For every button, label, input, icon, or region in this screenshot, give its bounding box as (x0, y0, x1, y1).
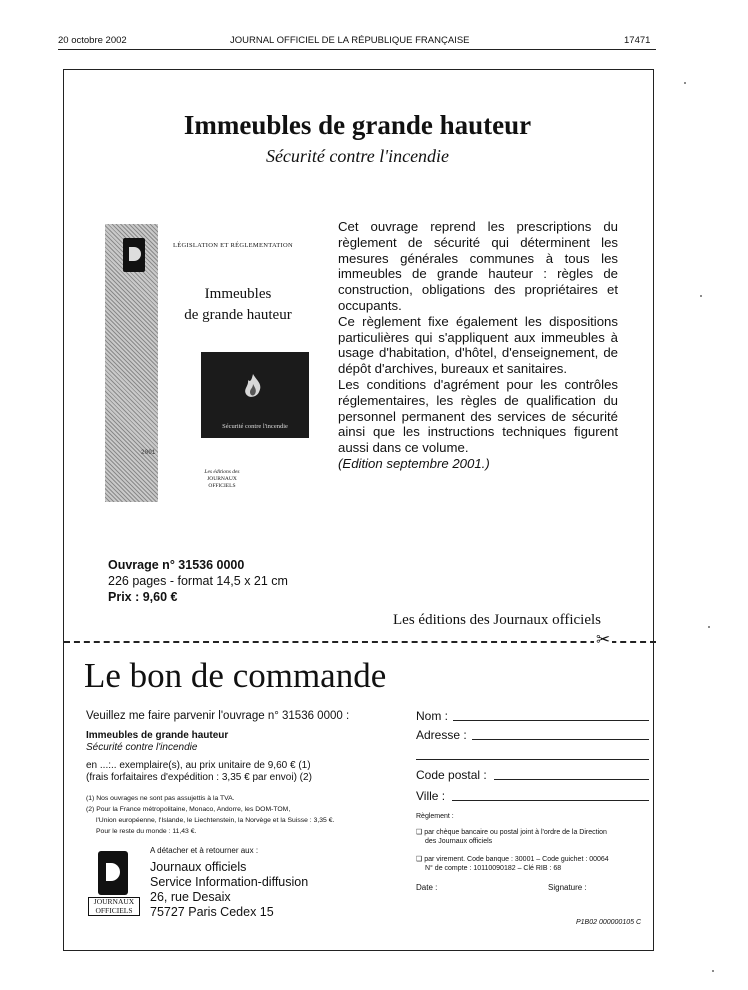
description-paragraph-2: Ce règlement fixe également les dispositions particulières qui s'appliquent aux immeubles à usage d'habitation, d'hôtel, d'enseignement, de dépôt d'archives, bureaux et sanitaires. (338, 313, 618, 377)
header-rule (58, 49, 656, 50)
order-request: Veuillez me faire parvenir l'ouvrage n° 31536 0000 : (86, 710, 350, 722)
order-book-title: Immeubles de grande hauteur (86, 730, 229, 741)
cut-line (64, 641, 656, 643)
ad-subtitle: Sécurité contre l'incendie (265, 146, 450, 166)
header-journal-title: JOURNAL OFFICIEL DE LA RÉPUBLIQUE FRANÇAISE (230, 35, 470, 46)
jo-logo-line2: OFFICIELS (95, 905, 133, 915)
pay-by-transfer-option[interactable] (416, 856, 609, 873)
cover-photo (201, 352, 309, 438)
description-paragraph-3: Les conditions d'agrément pour les contrôles réglementaires, les règles de qualification du personnel permanent des services de sécurité ainsi que les instructions techniques figurent aussi dans ce volume. (338, 376, 618, 456)
pay-cheque-text: par chèque bancaire ou postal joint à l'ordre de la Direction (424, 829, 607, 836)
cover-publisher-line1: Les éditions des (204, 469, 240, 475)
scan-speck (684, 82, 686, 84)
return-address (150, 860, 308, 920)
flame-icon (239, 372, 267, 402)
cover-publisher (201, 469, 243, 490)
ouvrage-pages: 226 pages - format 14,5 x 21 cm (108, 574, 288, 588)
header-page-number: 17471 (624, 35, 651, 46)
pay-transfer-text-2: N° de compte : 10110090182 – Clé RIB : 68 (425, 864, 562, 872)
nom-field[interactable] (453, 719, 649, 721)
code-postal-field[interactable] (494, 778, 649, 780)
cover-publisher-line2: JOURNAUX OFFICIELS (207, 476, 237, 489)
ouvrage-number: Ouvrage n° 31536 0000 (108, 558, 245, 572)
publisher-name: Les éditions des Journaux officiels (393, 612, 602, 628)
jo-logo-line1: JOURNAUX (93, 897, 135, 906)
date-label: Date : (416, 883, 438, 892)
address-line-3: 26, rue Desaix (150, 890, 231, 904)
spine-logo-icon (123, 238, 145, 272)
adresse-label: Adresse : (416, 728, 467, 742)
signature-label: Signature : (548, 883, 587, 892)
order-form-heading: Le bon de commande (84, 656, 387, 695)
date-signature-row (416, 883, 656, 892)
ville-field[interactable] (452, 799, 649, 801)
adresse-field-line2[interactable] (416, 758, 649, 760)
scan-speck (712, 970, 714, 972)
return-label: A détacher et à retourner aux : (150, 846, 259, 855)
code-postal-label: Code postal : (416, 768, 487, 782)
ville-label: Ville : (416, 789, 446, 803)
cover-series: LÉGISLATION ET RÉGLEMENTATION (173, 242, 293, 249)
footnote-2-cont: l'Union européenne, l'Islande, le Liechtenstein, la Norvège et la Suisse : 3,35 €. (96, 817, 335, 824)
spine-year: 2001 (141, 449, 156, 456)
pay-cheque-text-2: des Journaux officiels (425, 837, 493, 845)
reglement-label: Règlement : (416, 813, 454, 820)
footnote-1: (1) Nos ouvrages ne sont pas assujettis à la TVA. (86, 795, 235, 802)
address-line-2: Service Information-diffusion (150, 875, 309, 889)
pay-transfer-text: par virement. Code banque : 30001 – Code guichet : 00064 (424, 856, 609, 863)
jo-logo-icon (98, 851, 128, 895)
form-code: P1B02 000000105 C (576, 919, 641, 926)
ad-title: Immeubles de grande hauteur (183, 110, 532, 140)
header-date: 20 octobre 2002 (58, 35, 127, 46)
nom-label: Nom : (416, 709, 449, 723)
address-line-4: 75727 Paris Cedex 15 (150, 905, 274, 919)
scan-speck (700, 295, 702, 297)
description-paragraph-1: Cet ouvrage reprend les prescriptions du règlement de sécurité qui déterminent les mesures générales communes à tous les immeubles de grande hauteur : règles de construction, obligations des propriétaires et occupants. (338, 219, 618, 313)
cover-title-line1: Immeubles (204, 286, 272, 302)
scan-speck (708, 626, 710, 628)
book-spine (105, 224, 158, 502)
address-line-1: Journaux officiels (150, 860, 247, 874)
cover-title (163, 284, 313, 326)
shipping-line: (frais forfaitaires d'expédition : 3,35 € par envoi) (2) (86, 772, 312, 783)
adresse-field[interactable] (472, 738, 649, 740)
order-footnotes (86, 793, 334, 837)
ouvrage-price: Prix : 9,60 € (108, 590, 178, 604)
pay-by-cheque-option[interactable] (416, 829, 607, 846)
book-cover-image (105, 224, 317, 502)
footnote-2-world: Pour le reste du monde : 11,43 €. (96, 828, 197, 835)
edition-note: (Edition septembre 2001.) (338, 455, 490, 471)
journaux-officiels-logo (88, 851, 138, 915)
cheque-checkbox-icon[interactable]: ❑ (416, 829, 423, 836)
footnote-2: (2) Pour la France métropolitaine, Monaco, Andorre, les DOM-TOM, (86, 806, 291, 813)
quantity-line[interactable]: en ...:.. exemplaire(s), au prix unitaire de 9,60 € (1) (86, 760, 311, 771)
cover-photo-caption: Sécurité contre l'incendie (222, 423, 288, 430)
order-book (86, 730, 228, 753)
cover-title-line2: de grande hauteur (184, 307, 292, 323)
transfer-checkbox-icon[interactable]: ❑ (416, 856, 423, 863)
ad-description (338, 219, 618, 472)
jo-logo-text (88, 897, 140, 916)
order-book-subtitle: Sécurité contre l'incendie (86, 741, 198, 753)
order-quantity (86, 760, 312, 784)
ouvrage-reference (108, 557, 288, 605)
scissors-icon: ✂ (596, 630, 611, 649)
